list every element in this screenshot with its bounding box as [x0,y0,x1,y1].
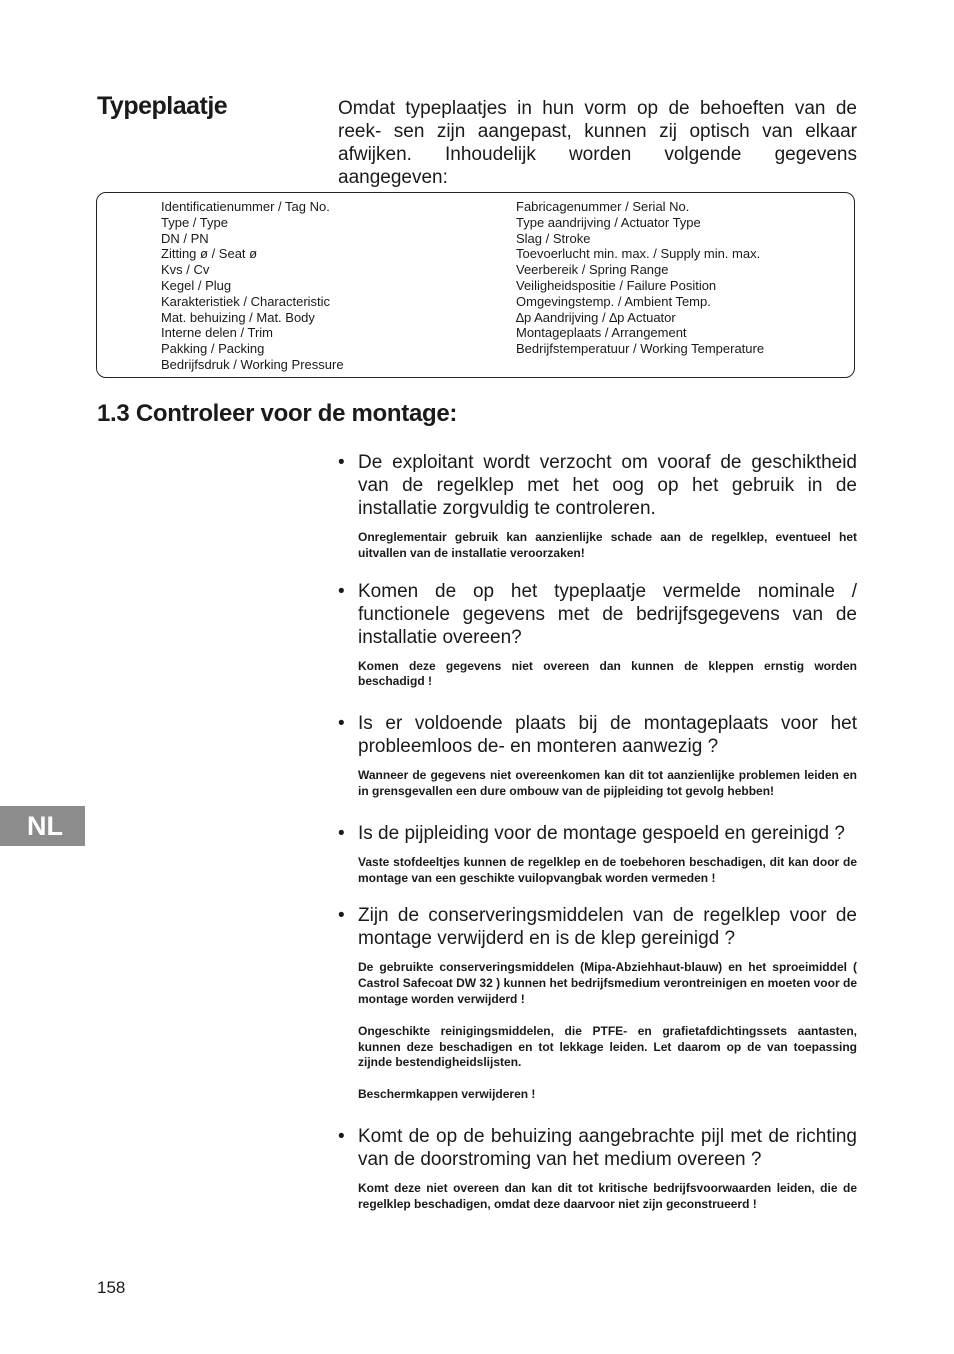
bullet-point: • [338,905,345,927]
checklist-item [338,822,857,887]
nameplate-right-column [516,199,764,357]
checklist-note: De gebruikte conserveringsmiddelen (Mipa-Abziehhaut-blauw) en het sproeimiddel ( Castrol Safecoat DW 32 ) kunnen het bedrijfsmedium verontreinigen en moeten voor de montage worden verwijderd ! [358,960,857,1006]
checklist-question: Is de pijpleiding voor de montage gespoeld en gereinigd ? [358,822,845,844]
nameplate-field: Slag / Stroke [516,230,591,246]
bullet-point: • [338,580,345,602]
checklist-note: Vaste stofdeeltjes kunnen de regelklep en de toebehoren beschadigen, dit kan door de montage van een geschikte vuilopvangbak worden vermeden ! [358,854,857,885]
checklist-note: Beschermkappen verwijderen ! [358,1087,536,1102]
checklist-question: Komen de op het typeplaatje vermelde nominale / functionele gegevens met de bedrijfsgegevens van de installatie overeen? [358,580,857,648]
nameplate-box [96,192,855,378]
bullet-point: • [338,713,345,735]
nameplate-field: Mat. behuizing / Mat. Body [161,309,315,325]
nameplate-field: Bedrijfstemperatuur / Working Temperature [516,341,765,357]
checklist-item [338,580,857,691]
nameplate-field: Toevoerlucht min. max. / Supply min. max. [516,246,761,262]
checklist-note: Onreglementair gebruik kan aanzienlijke schade aan de regelklep, eventueel het uitvallen van de installatie veroorzaken! [358,530,857,560]
section-heading: 1.3 Controleer voor de montage: [97,400,458,427]
nameplate-field: Zitting ø / Seat ø [161,246,258,262]
checklist-question: Zijn de conserveringsmiddelen van de regelklep voor de montage verwijderd en is de klep gereinigd ? [358,905,857,950]
checklist-item [338,904,857,1103]
nameplate-field: Bedrijfsdruk / Working Pressure [161,356,344,372]
nameplate-field: Identificatienummer / Tag No. [161,199,330,214]
bullet-point: • [338,1125,345,1147]
nameplate-field: Veiligheidspositie / Failure Position [516,277,717,293]
nameplate-field: Kvs / Cv [161,262,210,278]
nameplate-field: ∆p Aandrijving / ∆p Actuator [516,309,676,325]
checklist-item [338,451,857,562]
checklist-note: Ongeschikte reinigingsmiddelen, die PTFE- en grafietafdichtingssets aantasten, kunnen deze beschadigen en tot lekkage leiden. Let daarom op de van toepassing zijnde bestendigheidslijsten. [358,1023,857,1070]
nameplate-field: Kegel / Plug [161,277,232,293]
checklist-item [338,712,857,800]
nameplate-left-column [161,199,344,373]
language-tab: NL [0,806,85,846]
nameplate-field: Veerbereik / Spring Range [516,262,669,278]
nameplate-field: Karakteristiek / Characteristic [161,293,331,309]
checklist-note: Komen deze gegevens niet overeen dan kunnen de kleppen ernstig worden beschadigd ! [358,658,857,689]
checklist-question: Is er voldoende plaats bij de montageplaats voor het probleemloos de- en monteren aanwezig ? [358,713,857,758]
nameplate-field: Interne delen / Trim [161,325,273,341]
nameplate-field: Montageplaats / Arrangement [516,325,687,341]
nameplate-field: DN / PN [161,230,209,246]
nameplate-field: Type aandrijving / Actuator Type [516,214,701,230]
page-number: 158 [97,1278,126,1297]
bullet-point: • [338,452,345,473]
checklist-item [338,1125,857,1213]
nameplate-field: Omgevingstemp. / Ambient Temp. [516,293,711,309]
nameplate-field: Fabricagenummer / Serial No. [516,199,690,214]
nameplate-field: Type / Type [161,214,228,230]
nameplate-field: Pakking / Packing [161,341,265,357]
bullet-point: • [338,822,345,844]
checklist-note: Wanneer de gegevens niet overeenkomen kan dit tot aanzienlijke problemen leiden en in grensgevallen een dure ombouw van de pijpleiding tot gevolg hebben! [358,768,857,798]
checklist-note: Komt deze niet overeen dan kan dit tot kritische bedrijfsvoorwaarden leiden, die de regelklep beschadigen, omdat deze daarvoor niet zijn geconstrueerd ! [358,1180,857,1211]
checklist [338,451,857,1213]
typeplaatje-heading: Typeplaatje [97,92,228,120]
checklist-question: Komt de op de behuizing aangebrachte pijl met de richting van de doorstroming van het medium overeen ? [358,1125,857,1170]
typeplaatje-intro: Omdat typeplaatjes in hun vorm op de behoeften van de reek- sen zijn aangepast, kunnen zij optisch van elkaar afwijken. Inhoudelijk worden volgende gegevens aangegeven: [338,98,857,188]
checklist-question: De exploitant wordt verzocht om vooraf de geschiktheid van de regelklep met het oog op het gebruik in de installatie zorgvuldig te controleren. [358,452,857,519]
